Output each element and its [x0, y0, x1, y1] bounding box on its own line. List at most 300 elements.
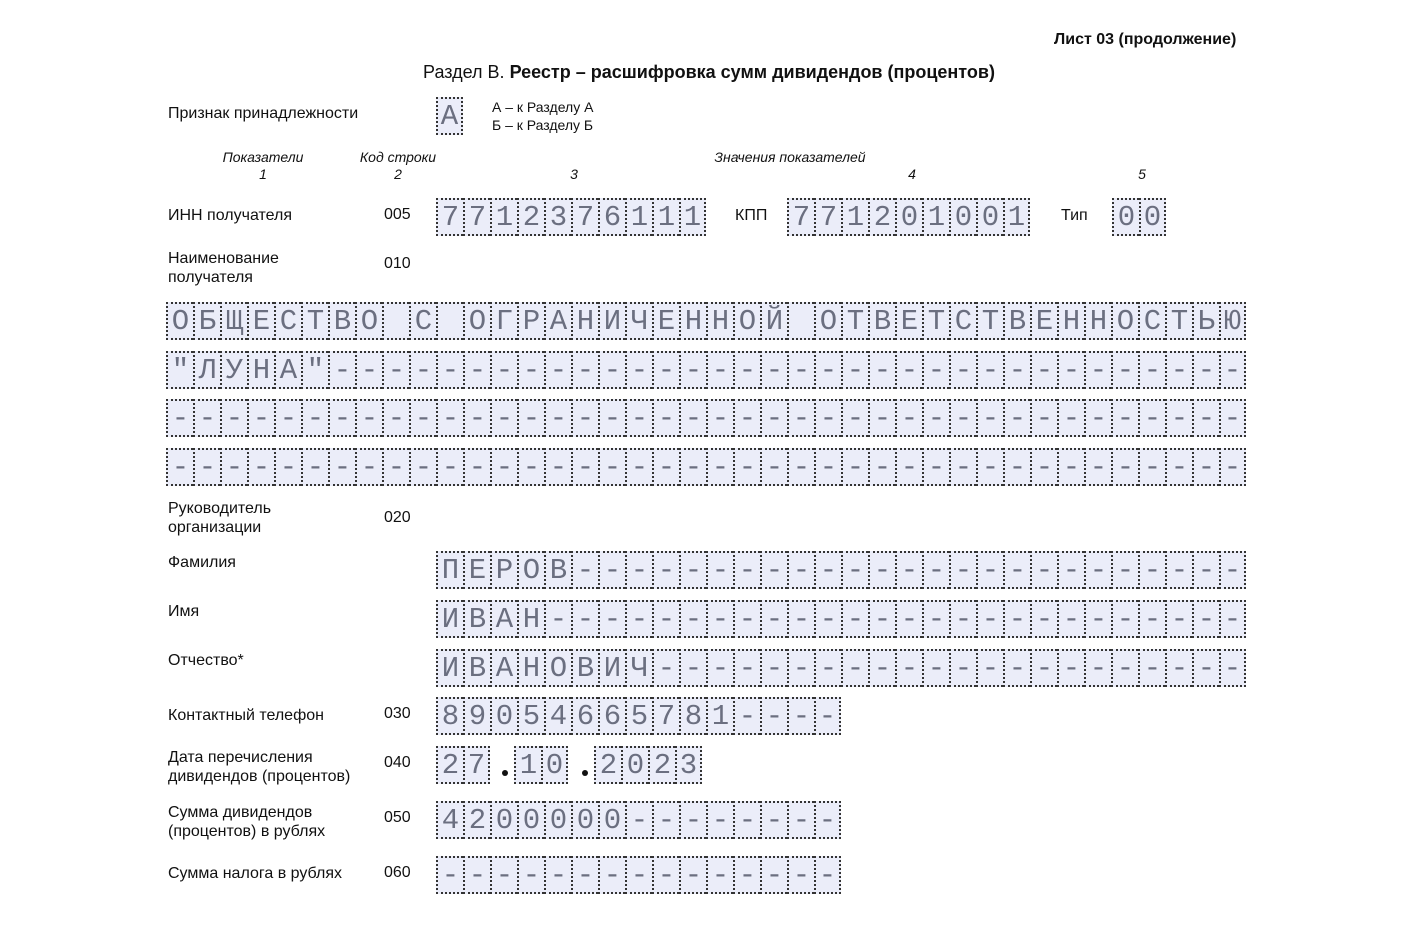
char-cell: -	[922, 448, 949, 486]
char-cell: У	[220, 351, 247, 389]
char-cell: -	[652, 399, 679, 437]
char-cell: Й	[760, 302, 787, 340]
char-cell: -	[571, 551, 598, 589]
char-cell: 0	[517, 801, 544, 839]
char-cell: -	[760, 649, 787, 687]
char-cell: В	[571, 649, 598, 687]
char-cell: -	[760, 351, 787, 389]
char-cell: Т	[1165, 302, 1192, 340]
char-cell: -	[490, 856, 517, 894]
char-cell: Н	[247, 351, 274, 389]
char-cell: -	[1165, 649, 1192, 687]
char-cell: -	[895, 600, 922, 638]
char-cell: -	[1165, 448, 1192, 486]
char-cell: -	[706, 856, 733, 894]
char-cell: 5	[625, 697, 652, 735]
name-label-line2: получателя	[168, 269, 253, 286]
char-cell: 1	[625, 198, 652, 236]
char-cell: В	[463, 600, 490, 638]
name-code: 010	[384, 255, 411, 272]
char-cell: Е	[895, 302, 922, 340]
char-cell: -	[301, 399, 328, 437]
section-title	[0, 62, 1418, 83]
char-cell: -	[571, 399, 598, 437]
char-cell: -	[355, 448, 382, 486]
char-cell: О	[733, 302, 760, 340]
char-cell: -	[1192, 448, 1219, 486]
char-cell: -	[760, 551, 787, 589]
type-label: Тип	[1061, 207, 1088, 224]
char-cell: О	[1111, 302, 1138, 340]
col-header-5: 5	[1138, 166, 1146, 182]
char-cell: -	[949, 448, 976, 486]
char-cell: -	[868, 600, 895, 638]
char-cell: -	[1057, 551, 1084, 589]
char-cell: 7	[436, 198, 463, 236]
char-cell: -	[1165, 351, 1192, 389]
char-cell: О	[517, 551, 544, 589]
char-cell: -	[436, 856, 463, 894]
char-cell: -	[787, 551, 814, 589]
char-cell: -	[922, 351, 949, 389]
char-cell: -	[544, 856, 571, 894]
date-separator-dot	[502, 770, 508, 776]
char-cell: -	[1057, 600, 1084, 638]
char-cell: 1	[706, 697, 733, 735]
char-cell: Н	[571, 302, 598, 340]
char-cell: -	[1084, 399, 1111, 437]
char-cell: -	[733, 801, 760, 839]
char-cell: -	[1111, 649, 1138, 687]
char-cell: -	[841, 351, 868, 389]
char-cell: Ю	[1219, 302, 1246, 340]
char-cell: -	[1111, 551, 1138, 589]
patronymic-label: Отчество*	[168, 652, 244, 669]
char-cell: -	[274, 448, 301, 486]
char-cell: 0	[598, 801, 625, 839]
char-cell: -	[679, 448, 706, 486]
char-cell: -	[895, 649, 922, 687]
char-cell: -	[895, 448, 922, 486]
patronymic-field[interactable]	[436, 649, 1246, 687]
char-cell: 2	[648, 746, 675, 784]
char-cell: Т	[976, 302, 1003, 340]
char-cell: -	[868, 551, 895, 589]
char-cell: -	[679, 649, 706, 687]
char-cell: -	[625, 600, 652, 638]
char-cell: -	[976, 399, 1003, 437]
char-cell: -	[895, 551, 922, 589]
char-cell: -	[895, 399, 922, 437]
char-cell: -	[814, 399, 841, 437]
type-field[interactable]	[1112, 198, 1166, 236]
char-cell	[382, 302, 409, 340]
char-cell: 0	[976, 198, 1003, 236]
char-cell: 1	[652, 198, 679, 236]
char-cell	[787, 302, 814, 340]
char-cell: -	[490, 448, 517, 486]
char-cell: 6	[598, 198, 625, 236]
char-cell: -	[1057, 351, 1084, 389]
char-cell: 4	[436, 801, 463, 839]
char-cell: -	[1003, 649, 1030, 687]
char-cell: Л	[193, 351, 220, 389]
name-line-1[interactable]	[166, 302, 1246, 340]
name-line-2[interactable]	[166, 351, 1246, 389]
char-cell: 7	[814, 198, 841, 236]
char-cell: Р	[517, 302, 544, 340]
char-cell: 3	[544, 198, 571, 236]
char-cell: П	[436, 551, 463, 589]
char-cell: 9	[463, 697, 490, 735]
char-cell: -	[652, 448, 679, 486]
char-cell: -	[1138, 351, 1165, 389]
char-cell: -	[625, 448, 652, 486]
head-code: 020	[384, 509, 411, 526]
inn-label: ИНН получателя	[168, 207, 292, 224]
char-cell: О	[463, 302, 490, 340]
char-cell: -	[490, 351, 517, 389]
char-cell: -	[1003, 448, 1030, 486]
col-header-3: 3	[570, 166, 578, 182]
col-header-indicators: Показатели	[222, 149, 304, 165]
char-cell: -	[1138, 600, 1165, 638]
char-cell: -	[1138, 649, 1165, 687]
char-cell: -	[787, 399, 814, 437]
char-cell: -	[1219, 649, 1246, 687]
char-cell: -	[409, 448, 436, 486]
char-cell: -	[1138, 448, 1165, 486]
char-cell: -	[976, 649, 1003, 687]
char-cell: -	[1030, 600, 1057, 638]
char-cell: -	[868, 351, 895, 389]
section-name: Реестр – расшифровка сумм дивидендов (процентов)	[509, 62, 995, 82]
char-cell: -	[301, 448, 328, 486]
char-cell: -	[571, 856, 598, 894]
char-cell: Н	[1057, 302, 1084, 340]
char-cell: -	[868, 448, 895, 486]
char-cell: -	[841, 600, 868, 638]
char-cell: Е	[1030, 302, 1057, 340]
char-cell: -	[1111, 399, 1138, 437]
char-cell: -	[598, 600, 625, 638]
char-cell: 2	[868, 198, 895, 236]
char-cell: О	[544, 649, 571, 687]
char-cell: А	[490, 600, 517, 638]
char-cell: -	[1030, 351, 1057, 389]
char-cell: -	[841, 399, 868, 437]
char-cell: -	[1192, 600, 1219, 638]
char-cell: -	[679, 351, 706, 389]
char-cell: С	[1138, 302, 1165, 340]
char-cell: -	[1084, 551, 1111, 589]
char-cell: Е	[247, 302, 274, 340]
char-cell: -	[760, 600, 787, 638]
char-cell: -	[166, 448, 193, 486]
char-cell: -	[814, 448, 841, 486]
inn-code: 005	[384, 206, 411, 223]
phone-label: Контактный телефон	[168, 707, 324, 724]
char-cell: -	[787, 697, 814, 735]
char-cell: В	[1003, 302, 1030, 340]
char-cell: -	[679, 600, 706, 638]
char-cell: -	[706, 551, 733, 589]
name-line-4[interactable]	[166, 448, 1246, 486]
char-cell: 1	[679, 198, 706, 236]
char-cell: -	[382, 351, 409, 389]
char-cell: 7	[571, 198, 598, 236]
char-cell: И	[598, 649, 625, 687]
date-separator-dot	[582, 770, 588, 776]
char-cell: -	[571, 351, 598, 389]
char-cell: -	[220, 448, 247, 486]
char-cell: Е	[652, 302, 679, 340]
char-cell: -	[1138, 551, 1165, 589]
char-cell: -	[787, 351, 814, 389]
char-cell: -	[193, 399, 220, 437]
char-cell: О	[355, 302, 382, 340]
char-cell: -	[787, 600, 814, 638]
char-cell: -	[760, 801, 787, 839]
char-cell: -	[544, 448, 571, 486]
char-cell: В	[544, 551, 571, 589]
char-cell: -	[733, 551, 760, 589]
first-name-field[interactable]	[436, 600, 1246, 638]
char-cell: 7	[787, 198, 814, 236]
char-cell: -	[355, 399, 382, 437]
char-cell: -	[382, 448, 409, 486]
char-cell: -	[949, 351, 976, 389]
char-cell: В	[328, 302, 355, 340]
char-cell: -	[760, 399, 787, 437]
char-cell: -	[976, 448, 1003, 486]
char-cell: -	[1165, 600, 1192, 638]
char-cell: -	[1219, 448, 1246, 486]
section-prefix: Раздел В.	[423, 62, 505, 82]
char-cell: Е	[463, 551, 490, 589]
char-cell: -	[1057, 649, 1084, 687]
char-cell: -	[598, 551, 625, 589]
char-cell: -	[625, 856, 652, 894]
col-header-2: 2	[394, 166, 402, 182]
char-cell: -	[328, 351, 355, 389]
inn-field[interactable]	[436, 198, 706, 236]
char-cell: -	[787, 801, 814, 839]
char-cell: -	[220, 399, 247, 437]
surname-field[interactable]	[436, 551, 1246, 589]
char-cell: -	[625, 801, 652, 839]
char-cell: -	[733, 448, 760, 486]
char-cell: 1	[841, 198, 868, 236]
tax-label: Сумма налога в рублях	[168, 865, 342, 882]
char-cell: И	[436, 649, 463, 687]
char-cell: -	[166, 399, 193, 437]
dividends-label-line2: (процентов) в рублях	[168, 823, 326, 840]
char-cell: -	[787, 856, 814, 894]
char-cell: -	[517, 856, 544, 894]
char-cell: Щ	[220, 302, 247, 340]
char-cell: -	[1138, 399, 1165, 437]
col-header-values: Значения показателей	[714, 149, 866, 165]
char-cell: -	[841, 649, 868, 687]
char-cell: -	[976, 351, 1003, 389]
date-code: 040	[384, 754, 411, 771]
date-day-field[interactable]	[436, 746, 490, 784]
char-cell: -	[571, 600, 598, 638]
col-header-line-code: Код строки	[359, 149, 437, 165]
char-cell: Ч	[625, 649, 652, 687]
date-year-field[interactable]	[594, 746, 702, 784]
dividends-label-line1: Сумма дивидендов	[168, 804, 313, 821]
char-cell: -	[760, 697, 787, 735]
char-cell: 7	[463, 746, 490, 784]
char-cell: -	[490, 399, 517, 437]
char-cell: Н	[1084, 302, 1111, 340]
char-cell: -	[1003, 600, 1030, 638]
dividends-code: 050	[384, 809, 411, 826]
char-cell: -	[598, 351, 625, 389]
char-cell: -	[976, 600, 1003, 638]
tax-field[interactable]	[436, 856, 841, 894]
char-cell: "	[166, 351, 193, 389]
char-cell: -	[463, 351, 490, 389]
char-cell: -	[814, 697, 841, 735]
char-cell: -	[625, 399, 652, 437]
char-cell: -	[868, 649, 895, 687]
char-cell: -	[1192, 551, 1219, 589]
sheet-label: Лист 03 (продолжение)	[1054, 31, 1237, 48]
char-cell: -	[247, 399, 274, 437]
affiliation-label: Признак принадлежности	[168, 105, 359, 122]
char-cell: -	[328, 448, 355, 486]
char-cell: Т	[301, 302, 328, 340]
char-cell: -	[463, 399, 490, 437]
char-cell: -	[1030, 399, 1057, 437]
char-cell: -	[706, 351, 733, 389]
char-cell: -	[679, 856, 706, 894]
char-cell: -	[625, 551, 652, 589]
char-cell: О	[814, 302, 841, 340]
char-cell: -	[517, 448, 544, 486]
char-cell: 5	[517, 697, 544, 735]
char-cell: -	[409, 399, 436, 437]
phone-field[interactable]	[436, 697, 841, 735]
date-label-line1: Дата перечисления	[168, 749, 313, 766]
char-cell: -	[814, 856, 841, 894]
char-cell: -	[1111, 448, 1138, 486]
head-label-line1: Руководитель	[168, 500, 272, 517]
char-cell: Н	[517, 649, 544, 687]
char-cell: -	[841, 551, 868, 589]
char-cell: 0	[541, 746, 568, 784]
char-cell: -	[625, 351, 652, 389]
char-cell: -	[706, 649, 733, 687]
char-cell: -	[706, 600, 733, 638]
char-cell: -	[706, 448, 733, 486]
char-cell: В	[463, 649, 490, 687]
char-cell: Ч	[625, 302, 652, 340]
char-cell: "	[301, 351, 328, 389]
char-cell: -	[1192, 351, 1219, 389]
char-cell: 0	[490, 697, 517, 735]
char-cell: -	[787, 649, 814, 687]
char-cell: И	[598, 302, 625, 340]
char-cell: -	[598, 448, 625, 486]
char-cell: -	[382, 399, 409, 437]
char-cell: -	[517, 399, 544, 437]
char-cell: -	[1192, 649, 1219, 687]
char-cell: -	[679, 551, 706, 589]
char-cell: -	[733, 856, 760, 894]
char-cell: -	[517, 351, 544, 389]
char-cell: Т	[922, 302, 949, 340]
char-cell: -	[463, 448, 490, 486]
char-cell: -	[787, 448, 814, 486]
char-cell: -	[922, 399, 949, 437]
char-cell: -	[1084, 448, 1111, 486]
char-cell: -	[814, 351, 841, 389]
char-cell: Г	[490, 302, 517, 340]
char-cell: 2	[463, 801, 490, 839]
char-cell: -	[571, 448, 598, 486]
char-cell: С	[409, 302, 436, 340]
char-cell: -	[841, 448, 868, 486]
kpp-field[interactable]	[787, 198, 1030, 236]
char-cell: Н	[517, 600, 544, 638]
char-cell: -	[652, 600, 679, 638]
affiliation-field[interactable]	[436, 97, 463, 135]
char-cell: -	[1165, 551, 1192, 589]
char-cell: -	[652, 351, 679, 389]
char-cell: -	[355, 351, 382, 389]
name-line-3[interactable]	[166, 399, 1246, 437]
char-cell: -	[949, 399, 976, 437]
date-month-field[interactable]	[514, 746, 568, 784]
char-cell: Ь	[1192, 302, 1219, 340]
char-cell: -	[436, 399, 463, 437]
char-cell: 6	[571, 697, 598, 735]
char-cell: -	[463, 856, 490, 894]
char-cell: 4	[544, 697, 571, 735]
char-cell: -	[895, 351, 922, 389]
char-cell: Б	[193, 302, 220, 340]
char-cell: 1	[1003, 198, 1030, 236]
char-cell: -	[733, 600, 760, 638]
dividends-field[interactable]	[436, 801, 841, 839]
char-cell: -	[922, 600, 949, 638]
phone-code: 030	[384, 705, 411, 722]
col-header-4: 4	[908, 166, 916, 182]
char-cell: -	[976, 551, 1003, 589]
char-cell: -	[1219, 551, 1246, 589]
char-cell: Н	[679, 302, 706, 340]
char-cell: -	[1219, 399, 1246, 437]
char-cell: -	[733, 399, 760, 437]
char-cell: -	[652, 551, 679, 589]
char-cell: -	[1165, 399, 1192, 437]
char-cell: -	[1030, 448, 1057, 486]
char-cell: -	[1084, 600, 1111, 638]
char-cell: -	[706, 801, 733, 839]
char-cell: -	[1057, 399, 1084, 437]
char-cell: -	[679, 399, 706, 437]
char-cell: 7	[652, 697, 679, 735]
char-cell: -	[814, 551, 841, 589]
char-cell: И	[436, 600, 463, 638]
kpp-label: КПП	[735, 207, 768, 224]
char-cell: -	[1084, 649, 1111, 687]
char-cell: -	[1030, 551, 1057, 589]
